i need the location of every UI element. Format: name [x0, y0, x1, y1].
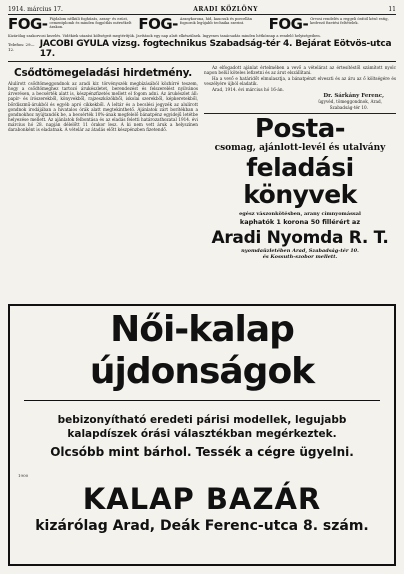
hat-ad-headline: Női-kalap [110, 309, 294, 350]
dental-ad-note: Kizárólag szakorvosi kezelés. Vidékiek utazási költségeit megtérítjük. Javítások egy nap alatt elkészülnek. Ingyenes tanácsadás minden hétköznap a rendelő helyiségeiben. [8, 34, 321, 38]
hat-ad-call-to-action: Olcsóbb mint bárhol. Tessék a cégre ügyelni. [50, 445, 354, 459]
hat-ad-shop-name: KALAP BAZÁR [82, 482, 322, 516]
right-column [204, 65, 396, 260]
hat-ad-print-tag: 1900 [18, 473, 29, 478]
hat-ad-body-line: kalapdíszek órási választékban megérkeztek. [67, 428, 337, 440]
newspaper-page [8, 6, 396, 568]
postal-ad-binding: egész vászonkötésben, arany címnyomással [239, 210, 361, 217]
header-paper-name: ARADI KÖZLÖNY [193, 6, 259, 13]
signatory-role: ügyvéd, tömeggondnok, Arad, [318, 99, 382, 105]
header-date: 1914. március 17. [8, 6, 63, 13]
postal-ad-subline: csomag, ajánlott-levél és utalvány [214, 142, 386, 153]
notice-title: Csődtömegeladási hirdetmény. [13, 67, 193, 80]
dental-ad [8, 17, 396, 62]
postal-ad-headline: Posta- [254, 113, 346, 144]
dental-ad-text: Aranykorona, híd, kaucsuk és porcellán fogsorok legújabb technika szerint. [179, 17, 253, 26]
dental-ad-phone: Telefon: 29—12. [8, 42, 35, 53]
hat-ad-subheadline: újdonságok [89, 351, 315, 392]
notice-continuation-paragraph: Ha a vevő e határidőt elmulasztja, a bánatpénzt elveszti és az áru az ő költségére és veszélyére újból eladatik. [204, 75, 396, 86]
hat-ad-body-line: bebizonyítható eredeti párisi modellek, legujabb [57, 414, 347, 426]
dental-ad-word: FOG- [138, 15, 178, 33]
dental-ad-text: Fájdalom nélküli foghúzás, arany- és ezüst, cementplomb és minden fogpótlás mérsékelt árakon. [49, 17, 132, 30]
dental-ad-contact [8, 39, 396, 62]
dental-ad-word: FOG- [8, 15, 48, 33]
running-header [8, 6, 396, 15]
dental-ad-cell [8, 17, 135, 32]
dental-ad-word: FOG- [268, 15, 309, 33]
two-column-section [8, 65, 396, 260]
left-column [8, 65, 198, 260]
hat-ad-shop-address: kizárólag Arad, Deák Ferenc-utca 8. szám. [35, 518, 369, 534]
postal-books-ad [204, 113, 396, 260]
notice-continuation [204, 65, 396, 110]
header-page-number: 11 [388, 6, 396, 13]
signatory-address: Szabadság-tér 10. [329, 104, 368, 110]
dental-ad-cell [138, 17, 265, 32]
hat-bazaar-ad [8, 304, 396, 566]
dental-ad-address: JACOBI GYULA vizsg. fogtechnikus Szabadság-tér 4. Bejárat Eötvös-utca 17. [39, 39, 392, 60]
notice-date: Arad, 1914. évi március hó 16-án. [212, 87, 284, 93]
signatory-name: Dr. Sárkány Ferenc, [323, 93, 384, 100]
dental-ad-cell [269, 17, 396, 32]
dental-ad-text: Orvosi rendelés a reggeli órától késő estig, kedvező fizetési feltételek. [310, 17, 389, 26]
postal-ad-books: feladási könyvek [243, 152, 357, 209]
hat-ad-divider [24, 400, 380, 401]
postal-ad-address: és Kossuth-szobor mellett. [262, 253, 338, 260]
postal-ad-address: nyomdaüzletében Arad, Szabadság-tér 10. [241, 247, 359, 254]
notice-body: Alulírott csődtömeggondnok az aradi kir. törvényszék megbízásából közhírré teszem, hogy a csődtömeghez tartozó árukészletet, berendezést és felszerelést nyilvános árverésen, a becsérték alatt is, készpénzfizetés mellett el fogom adni. Az árukészlet áll: papír- és írószerekből, könyvekből, rajzeszközökből, iskolai szerekből, képkeretekből, bőrdíszmű-árukból és egyéb apró cikkekből. A leltár és a becslési jegyzék az alulírott gondnok irodájában a hivatalos órák alatt megtekinthető. Ajánlatok zárt borítékban a gondnokhoz nyújtandók be, a becsérték 10%-ának megfelelő bánatpénz egyidejű letétbe helyezése mellett. Az ajánlatok felbontása és az eladás feletti határozathozatal 1914. évi március hó 28. napján délelőtt 11 órakor lesz. A ki nem vett áruk a helyszínen darabonként is eladatnak. A vételár az átadás előtt készpénzben fizetendő. [8, 81, 198, 133]
postal-ad-publisher: Aradi Nyomda R. T. [211, 227, 389, 248]
notice-continuation-paragraph: Az elfogadott ajánlat értelmében a vevő a vételárat az értesítéstől számított nyolc napon belül köteles lefizetni és az árut elszállítani. [204, 65, 396, 76]
postal-ad-price: kaphatók 1 korona 50 fillérért az [239, 217, 361, 226]
hat-ad-body [18, 413, 386, 441]
dental-ad-columns [8, 17, 396, 32]
